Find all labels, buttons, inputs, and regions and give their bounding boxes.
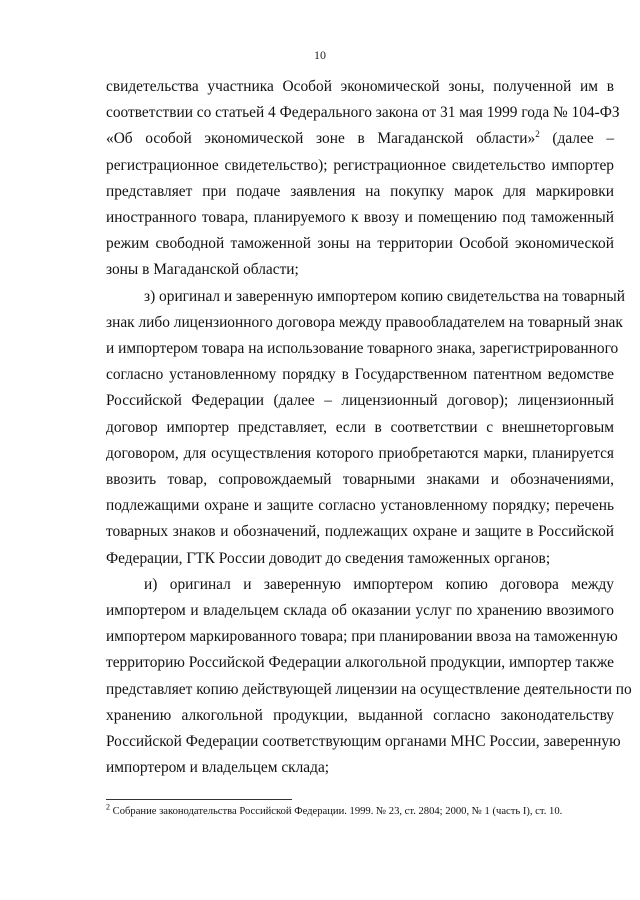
text-line: ввозить товар, сопровождаемый товарными знаками и обозначениями, (106, 471, 614, 489)
text-line: территорию Российской Федерации алкогольной продукции, импортер также (106, 654, 614, 672)
law-title: «Об особой экономической зоне в Магаданской области» (106, 130, 536, 148)
footnote-separator (106, 799, 292, 800)
paragraph-item-i (106, 572, 632, 782)
text-line: товарных знаков и обозначений, подлежащих охране и защите в Российской (106, 523, 614, 541)
text-line: договором, для осуществления которого приобретаются марки, планируется (106, 444, 614, 462)
text-line: Федерации, ГТК России доводит до сведения таможенных органов; (106, 549, 551, 567)
law-title-tail: (далее – (539, 130, 615, 148)
text-line: зоны в Магаданской области; (106, 261, 299, 279)
text-line: импортером и владельцем склада; (106, 759, 330, 777)
text-line: представляет копию действующей лицензии на осуществление деятельности по (106, 680, 632, 698)
text-line: хранению алкогольной продукции, выданной согласно законодательству (106, 706, 614, 724)
footnote-text: Собрание законодательства Российской Федерации. 1999. № 23, ст. 2804; 2000, № 1 (часть I), ст. 10. (110, 806, 563, 817)
footnote-marker: 2 (106, 802, 110, 812)
text-line: регистрационное свидетельство); регистрационное свидетельство импортер (106, 156, 614, 174)
text-line: и) оригинал и заверенную импортером копию договора между (144, 575, 614, 593)
paragraph-registration-certificate (106, 74, 620, 284)
text-line: режим свободной таможенной зоны на территории Особой экономической (106, 235, 614, 253)
text-line: свидетельства участника Особой экономической зоны, полученной им в (106, 78, 614, 95)
footnote-reference: 2 (535, 129, 540, 140)
text-line: импортером и владельцем склада об оказании услуг по хранению ввозимого (106, 602, 614, 620)
paragraph-item-z (106, 284, 625, 572)
text-line: и импортером товара на использование товарного знака, зарегистрированного (106, 340, 619, 358)
text-line: представляет при подаче заявления на покупку марок для маркировки (106, 182, 614, 200)
text-line: Российской Федерации (далее – лицензионный договор); лицензионный (106, 392, 614, 410)
text-line: соответствии со статьей 4 Федерального закона от 31 мая 1999 года № 104-ФЗ (106, 104, 620, 122)
text-line: знак либо лицензионного договора между правообладателем на товарный знак (106, 313, 623, 331)
text-line: согласно установленному порядку в Государственном патентном ведомстве (106, 366, 614, 384)
text-line-with-footnote (106, 126, 614, 152)
page-number: 10 (314, 48, 326, 62)
text-line: импортером маркированного товара; при планировании ввоза на таможенную (106, 628, 618, 646)
text-line: иностранного товара, планируемого к ввозу и помещению под таможенный (106, 209, 614, 227)
body-text (106, 74, 632, 781)
text-line: подлежащими охране и защите согласно установленному порядку; перечень (106, 497, 614, 515)
text-line: з) оригинал и заверенную импортером копию свидетельства на товарный (144, 287, 625, 305)
text-line: договор импортер представляет, если в соответствии с внешнеторговым (106, 418, 614, 436)
text-line: Российской Федерации соответствующим органами МНС России, заверенную (106, 733, 621, 751)
footnote (106, 802, 626, 819)
